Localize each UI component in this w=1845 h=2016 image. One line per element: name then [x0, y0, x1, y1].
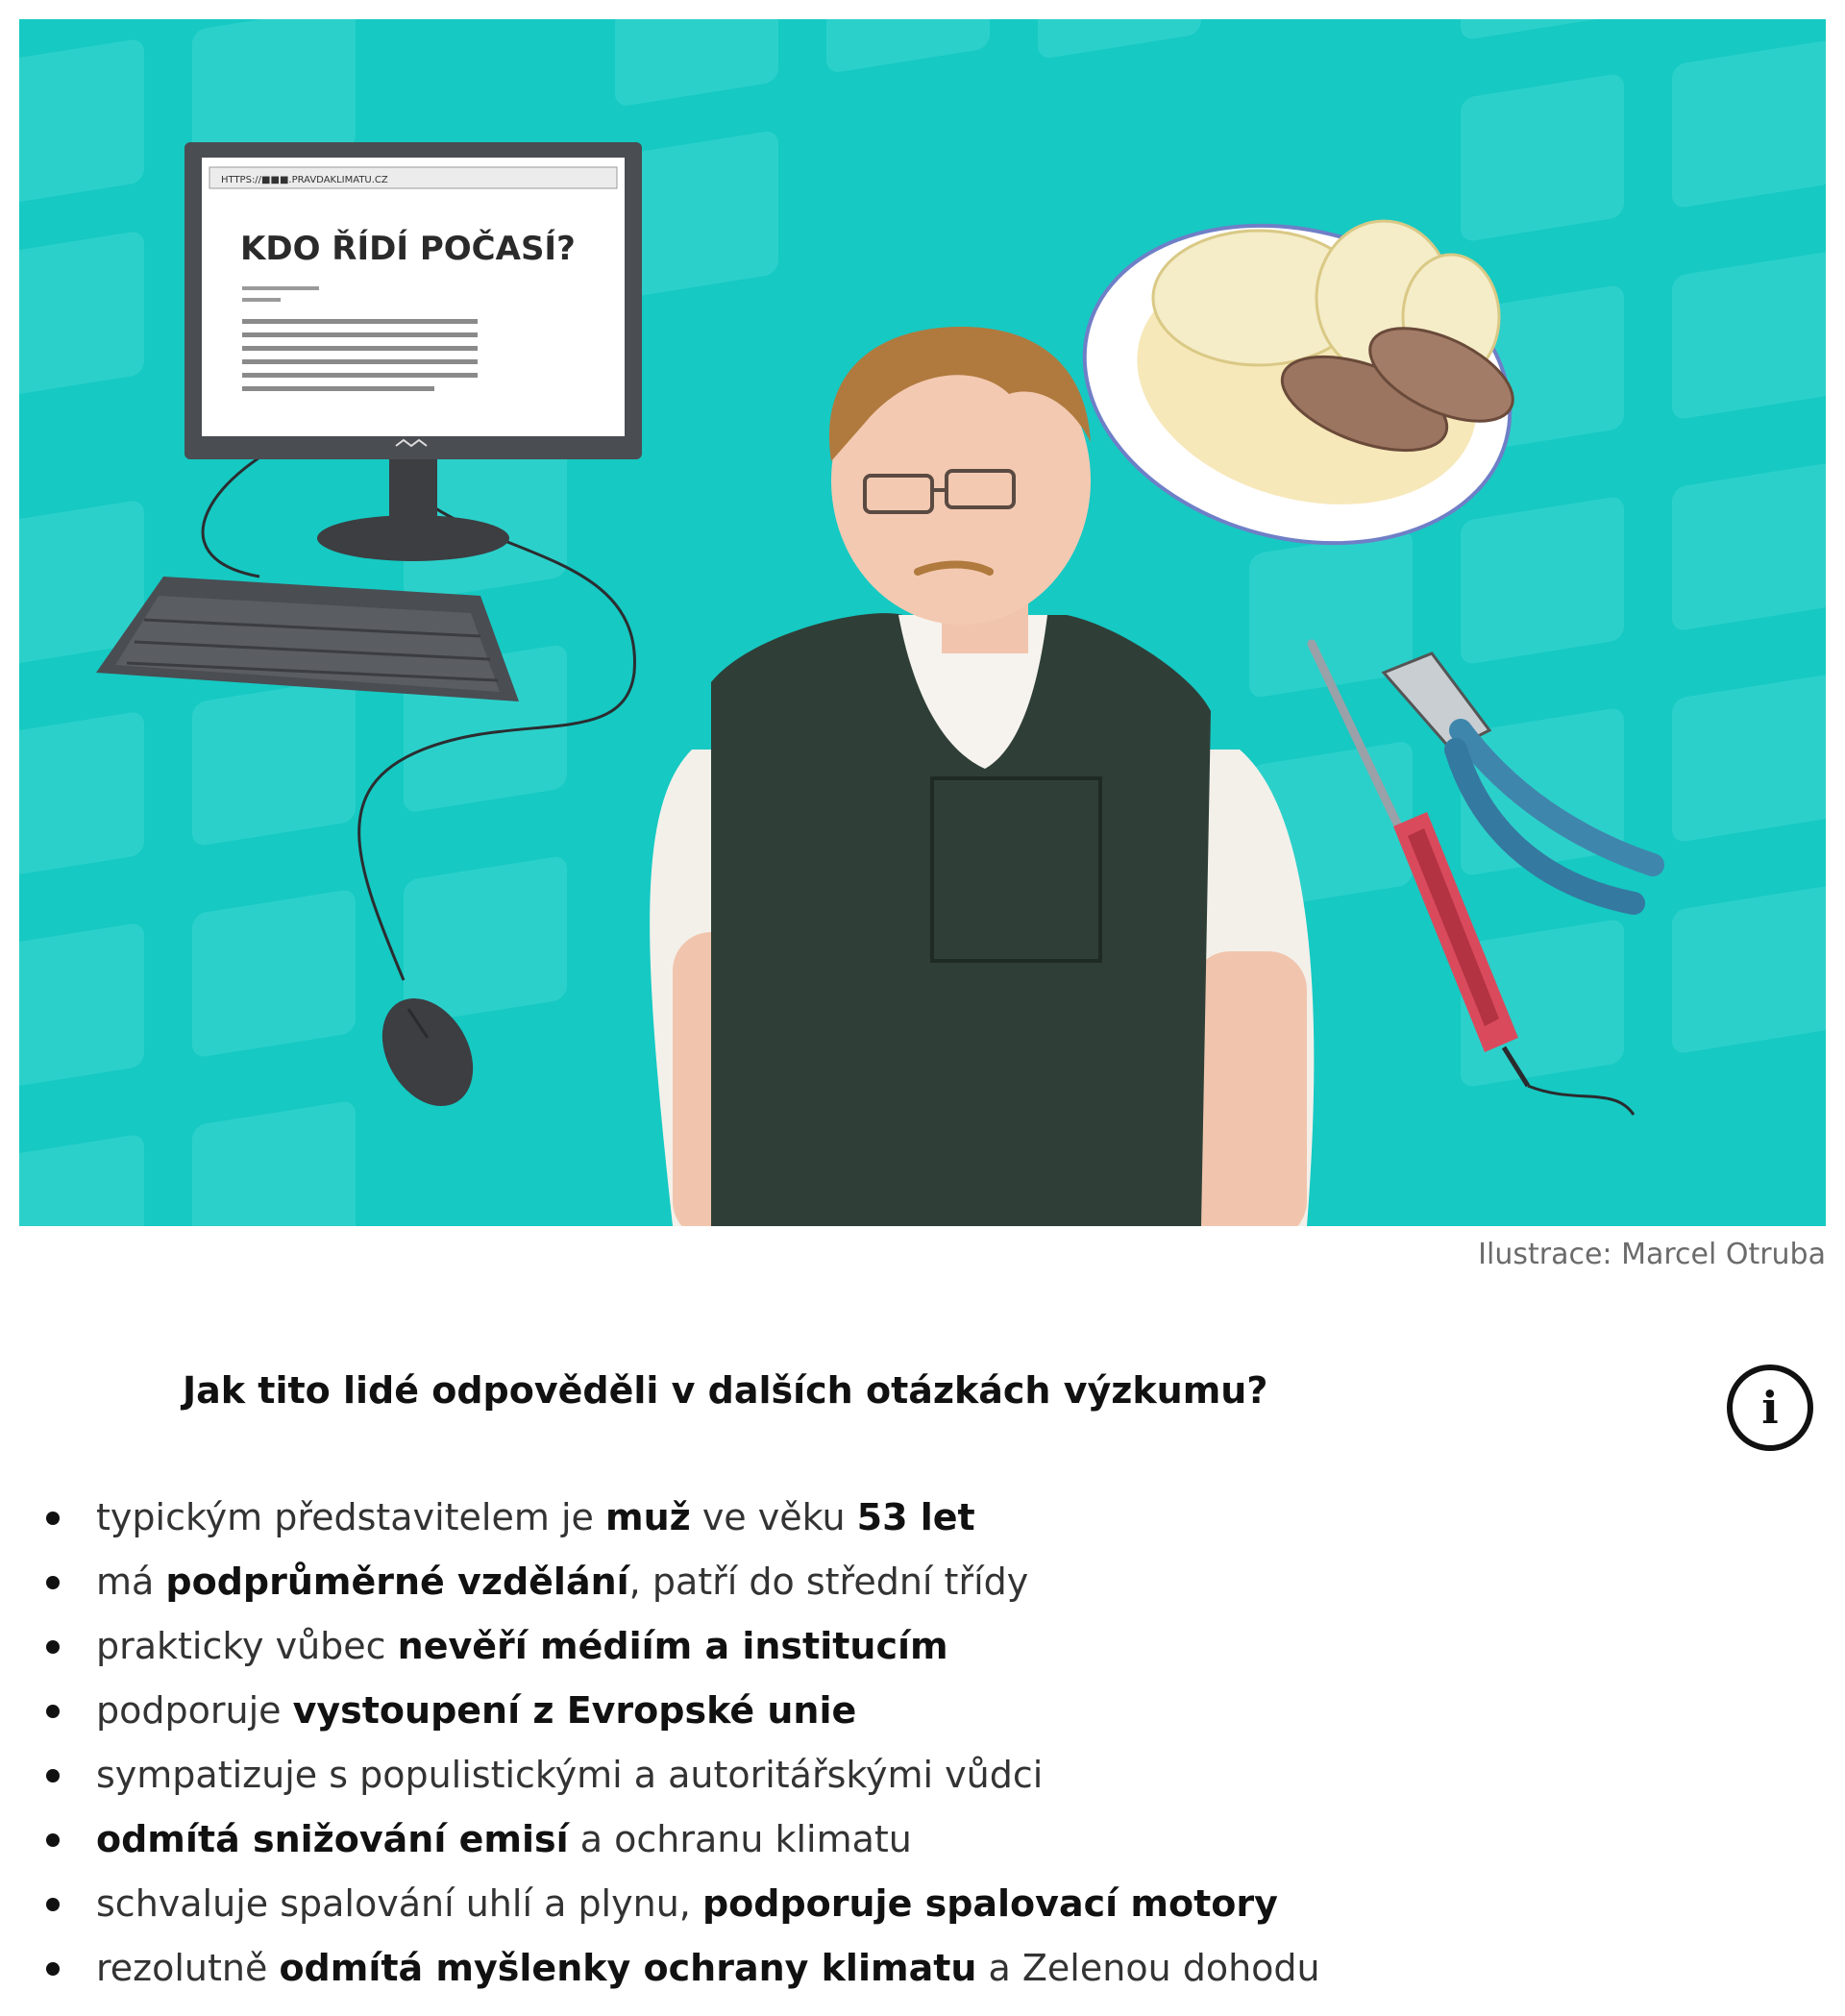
section-heading: Jak tito lidé odpověděli v dalších otázkách výzkumu?	[183, 1369, 1268, 1412]
list-item: podporuje vystoupení z Evropské unie	[96, 1679, 1320, 1743]
illustration-credit: Ilustrace: Marcel Otruba	[1478, 1238, 1826, 1271]
info-button[interactable]	[1727, 1364, 1813, 1451]
facts-list	[96, 1486, 1320, 2001]
list-item: má podprůměrné vzdělání, patří do střední třídy	[96, 1550, 1320, 1614]
list-item: odmítá snižování emisí a ochranu klimatu	[96, 1807, 1320, 1872]
list-item: typickým představitelem je muž ve věku 53 let	[96, 1486, 1320, 1550]
illustration	[19, 19, 1826, 1226]
illustration-svg	[19, 19, 1826, 1226]
list-item: prakticky vůbec nevěří médiím a institucím	[96, 1614, 1320, 1679]
list-item: schvaluje spalování uhlí a plynu, podporuje spalovací motory	[96, 1872, 1320, 1936]
screen-headline: KDO ŘÍDÍ POČASÍ?	[240, 230, 576, 268]
list-item: sympatizuje s populistickými a autoritářskými vůdci	[96, 1743, 1320, 1807]
screen-url: HTTPS://■■■.PRAVDAKLIMATU.CZ	[221, 175, 388, 185]
list-item: rezolutně odmítá myšlenky ochrany klimatu a Zelenou dohodu	[96, 1936, 1320, 2001]
info-icon: i	[1761, 1382, 1779, 1434]
